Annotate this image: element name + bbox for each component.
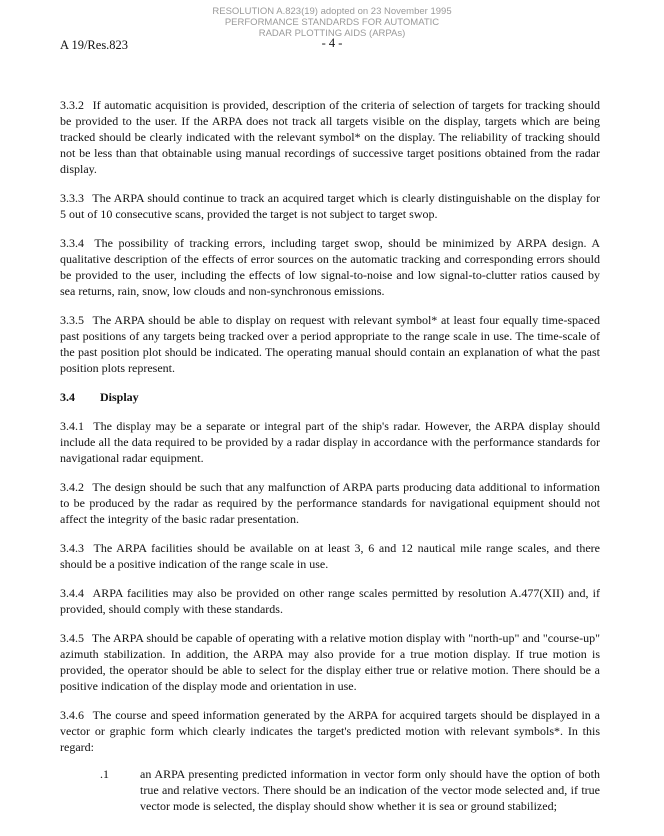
sub-item-text: an ARPA presenting predicted information in vector form only should have the option of both true and relative vectors. There should be an indication of the vector mode selected and, if true vector mode is selected, the display should show whether it is sea or ground stabilized; xyxy=(140,767,600,813)
paragraph-number: 3.4.1 xyxy=(60,419,84,433)
paragraph-3-4-2 xyxy=(60,479,600,527)
paragraph-3-4-1 xyxy=(60,418,600,466)
paragraph-number: 3.4.4 xyxy=(60,586,84,600)
document-body xyxy=(60,97,600,814)
watermark-line: RESOLUTION A.823(19) adopted on 23 November 1995 xyxy=(212,6,452,17)
paragraph-text: The ARPA should be able to display on request with relevant symbol* at least four equally time-spaced past positions of any targets being tracked over a period appropriate to the range scale in use. The time-scale of the past position plot should be indicated. The operating manual should contain an explanation of what the past position plots represent. xyxy=(60,313,600,375)
paragraph-number: 3.4.2 xyxy=(60,480,84,494)
paragraph-3-3-3 xyxy=(60,190,600,222)
paragraph-text: The ARPA should be capable of operating with a relative motion display with "north-up" and "course-up" azimuth stabilization. In addition, the ARPA may also provide for a true motion display. If true motion is provided, the operator should be able to select for the display either true or relative motion. There should be a positive indication of the display mode and orientation in use. xyxy=(60,631,601,693)
paragraph-3-3-4 xyxy=(60,235,600,299)
sub-item-number: .1 xyxy=(100,767,109,781)
paragraph-text: The course and speed information generated by the ARPA for acquired targets should be displayed in a vector or graphic form which clearly indicates the target's predicted motion with relevant symbols*. In this regard: xyxy=(60,708,600,754)
paragraph-number: 3.3.2 xyxy=(60,98,84,112)
section-number: 3.4 xyxy=(60,390,75,404)
paragraph-3-4-4 xyxy=(60,585,600,617)
document-id: A 19/Res.823 xyxy=(60,38,129,52)
paragraph-text: The display may be a separate or integral part of the ship's radar. However, the ARPA display should include all the data required to be provided by a radar display in accordance with the performance standards for navigational radar equipment. xyxy=(60,419,600,465)
section-title: Display xyxy=(100,390,139,404)
paragraph-3-3-5 xyxy=(60,312,600,376)
paragraph-number: 3.3.4 xyxy=(60,236,84,250)
paragraph-text: The possibility of tracking errors, including target swop, should be minimized by ARPA design. A qualitative description of the effects of error sources on the automatic tracking and corresponding errors should be provided to the user, including the effects of low signal-to-noise and low signal-to-clutter ratios caused by sea returns, rain, snow, low clouds and non-synchronous emissions. xyxy=(60,236,600,298)
paragraph-number: 3.3.3 xyxy=(60,191,84,205)
paragraph-text: The design should be such that any malfunction of ARPA parts producing data additional to information to be produced by the radar as required by the performance standards for navigational equipment should not affect the integrity of the basic radar presentation. xyxy=(60,480,600,526)
paragraph-text: ARPA facilities may also be provided on other range scales permitted by resolution A.477(XII) and, if provided, should comply with these standards. xyxy=(60,586,601,616)
paragraph-3-3-2 xyxy=(60,97,600,177)
sub-item-1 xyxy=(60,766,600,814)
section-heading-display xyxy=(60,389,600,405)
paragraph-text: If automatic acquisition is provided, description of the criteria of selection of targets for tracking should be provided to the user. If the ARPA does not track all targets visible on the display, targets which are being tracked should be clearly indicated with the relevant symbol* on the display. The reliability of tracking should not be less than that obtainable using manual recordings of successive target positions obtained from the radar display. xyxy=(60,98,600,176)
page-number: - 4 - xyxy=(321,36,343,50)
watermark-line: PERFORMANCE STANDARDS FOR AUTOMATIC xyxy=(224,17,440,28)
watermark-line: RADAR PLOTTING AIDS (ARPAs) xyxy=(258,28,406,39)
paragraph-number: 3.4.5 xyxy=(60,631,84,645)
paragraph-3-4-3 xyxy=(60,540,600,572)
paragraph-text: The ARPA facilities should be available on at least 3, 6 and 12 nautical mile range scales, and there should be a positive indication of the range scale in use. xyxy=(60,541,600,571)
document-watermark xyxy=(0,6,664,39)
paragraph-3-4-6 xyxy=(60,707,600,755)
paragraph-number: 3.3.5 xyxy=(60,313,84,327)
paragraph-text: The ARPA should continue to track an acquired target which is clearly distinguishable on the display for 5 out of 10 consecutive scans, provided the target is not subject to target swop. xyxy=(60,191,600,221)
paragraph-3-4-5 xyxy=(60,630,600,694)
paragraph-number: 3.4.6 xyxy=(60,708,84,722)
paragraph-number: 3.4.3 xyxy=(60,541,84,555)
